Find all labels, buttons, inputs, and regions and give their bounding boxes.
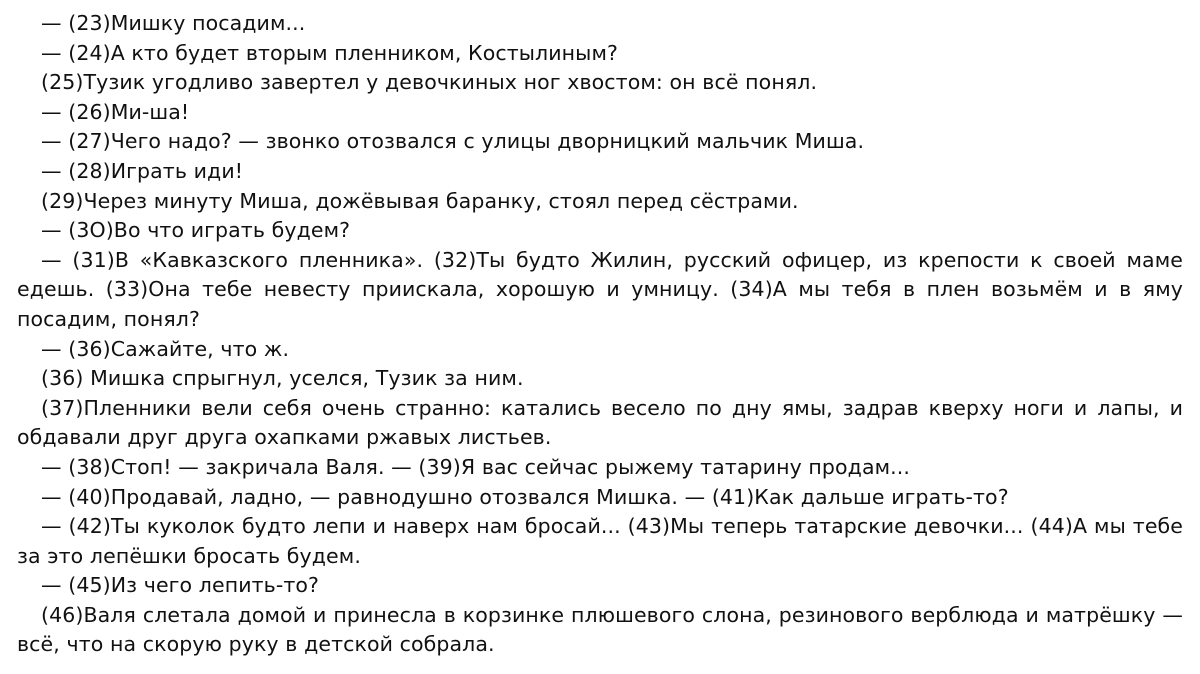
- paragraph-36a: — (36)Сажайте, что ж.: [41, 336, 290, 361]
- paragraph-37: (37)Пленники вели себя очень странно: катались весело по дну ямы, задрав кверху ноги и лапы, и обдавали друг друга охапками ржавых листьев.: [17, 395, 1183, 450]
- paragraph-42-44: — (42)Ты куколок будто лепи и наверх нам бросай... (43)Мы теперь татарские девочки... (44)А мы тебе за это лепёшки бросать будем.: [17, 514, 1183, 568]
- paragraph-25: (25)Тузик угодливо завертел у девочкиных ног хвостом: он всё понял.: [41, 70, 818, 95]
- paragraph-36b: (36) Мишка спрыгнул, уселся, Тузик за ним.: [41, 366, 524, 391]
- paragraph-31-34: — (31)В «Кавказского пленника». (32)Ты будто Жилин, русский офицер, из крепости к своей маме едешь. (33)Она тебе невесту приискала, хорошую и умницу. (34)А мы тебя в плен возьмём и в яму посадим, понял?: [17, 247, 1183, 331]
- paragraph-28: — (28)Играть иди!: [41, 158, 244, 183]
- paragraph-46: (46)Валя слетала домой и принесла в корзинке плюшевого слона, резинового верблюда и матрёшку — всё, что на скорую руку в детской собрала.: [17, 602, 1183, 657]
- document-text: [17, 9, 1183, 660]
- paragraph-24: — (24)А кто будет вторым пленником, Костылиным?: [41, 40, 619, 65]
- paragraph-45: — (45)Из чего лепить-то?: [41, 573, 320, 598]
- paragraph-40-41: — (40)Продавай, ладно, — равнодушно отозвался Мишка. — (41)Как дальше играть-то?: [41, 484, 1009, 509]
- paragraph-30: — (3О)Во что играть будем?: [41, 218, 351, 243]
- paragraph-26: — (26)Ми-ша!: [41, 99, 190, 124]
- paragraph-27: — (27)Чего надо? — звонко отозвался с улицы дворницкий мальчик Миша.: [41, 129, 865, 154]
- paragraph-23: — (23)Мишку посадим...: [41, 11, 306, 35]
- paragraph-29: (29)Через минуту Миша, дожёвывая баранку, стоял перед сёстрами.: [41, 188, 799, 213]
- paragraph-38-39: — (38)Стоп! — закричала Валя. — (39)Я вас сейчас рыжему татарину продам...: [41, 454, 911, 479]
